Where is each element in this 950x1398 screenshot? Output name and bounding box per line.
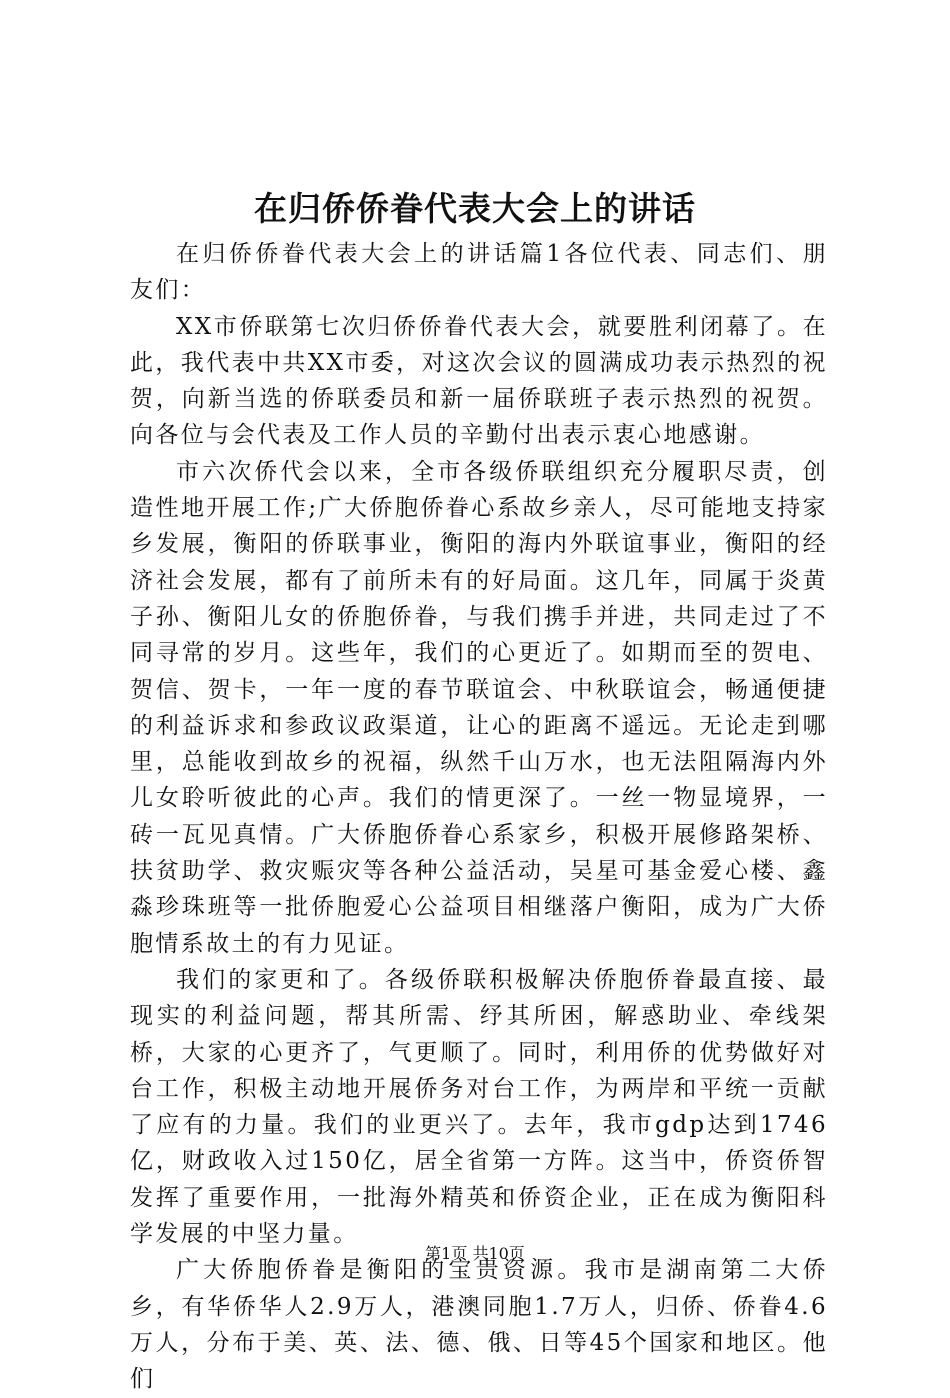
page-number: 第1页 共10页 — [425, 1244, 525, 1263]
paragraph: 在归侨侨眷代表大会上的讲话篇1各位代表、同志们、朋友们： — [130, 241, 828, 304]
paragraph: XX市侨联第七次归侨侨眷代表大会，就要胜利闭幕了。在此，我代表中共XX市委，对这次会议的圆满成功表示热烈的祝贺，向新当选的侨联委员和新一届侨联班子表示热烈的祝贺。向各位与会代表及工作人员的辛勤付出表示衷心地感谢。 — [130, 313, 828, 449]
paragraph: 我们的家更和了。各级侨联积极解决侨胞侨眷最直接、最现实的利益问题，帮其所需、纾其所困，解惑助业、牵线架桥，大家的心更齐了，气更顺了。同时，利用侨的优势做好对台工作，积极主动地开展侨务对台工作，为两岸和平统一贡献了应有的力量。我们的业更兴了。去年，我市gdp达到1746亿，财政收入过150亿，居全省第一方阵。这当中，侨资侨智发挥了重要作用，一批海外精英和侨资企业，正在成为衡阳科学发展的中坚力量。 — [130, 966, 828, 1248]
document-body — [130, 236, 828, 1398]
paragraph: 市六次侨代会以来，全市各级侨联组织充分履职尽责，创造性地开展工作;广大侨胞侨眷心系故乡亲人，尽可能地支持家乡发展，衡阳的侨联事业，衡阳的海内外联谊事业，衡阳的经济社会发展，都有了前所未有的好局面。这几年，同属于炎黄子孙、衡阳儿女的侨胞侨眷，与我们携手并进，共同走过了不同寻常的岁月。这些年，我们的心更近了。如期而至的贺电、贺信、贺卡，一年一度的春节联谊会、中秋联谊会，畅通便捷的利益诉求和参政议政渠道，让心的距离不遥远。无论走到哪里，总能收到故乡的祝福，纵然千山万水，也无法阻隔海内外儿女聆听彼此的心声。我们的情更深了。一丝一物显境界，一砖一瓦见真情。广大侨胞侨眷心系家乡，积极开展修路架桥、扶贫助学、救灾赈灾等各种公益活动，吴星可基金爱心楼、鑫淼珍珠班等一批侨胞爱心公益项目相继落户衡阳，成为广大侨胞情系故土的有力见证。 — [130, 458, 828, 957]
paragraph: 广大侨胞侨眷是衡阳的宝贵资源。我市是湖南第二大侨乡，有华侨华人2.9万人，港澳同胞1.7万人，归侨、侨眷4.6万人，分布于美、英、法、德、俄、日等45个国家和地区。他们 — [130, 1257, 828, 1393]
document-title: 在归侨侨眷代表大会上的讲话 — [254, 189, 696, 228]
